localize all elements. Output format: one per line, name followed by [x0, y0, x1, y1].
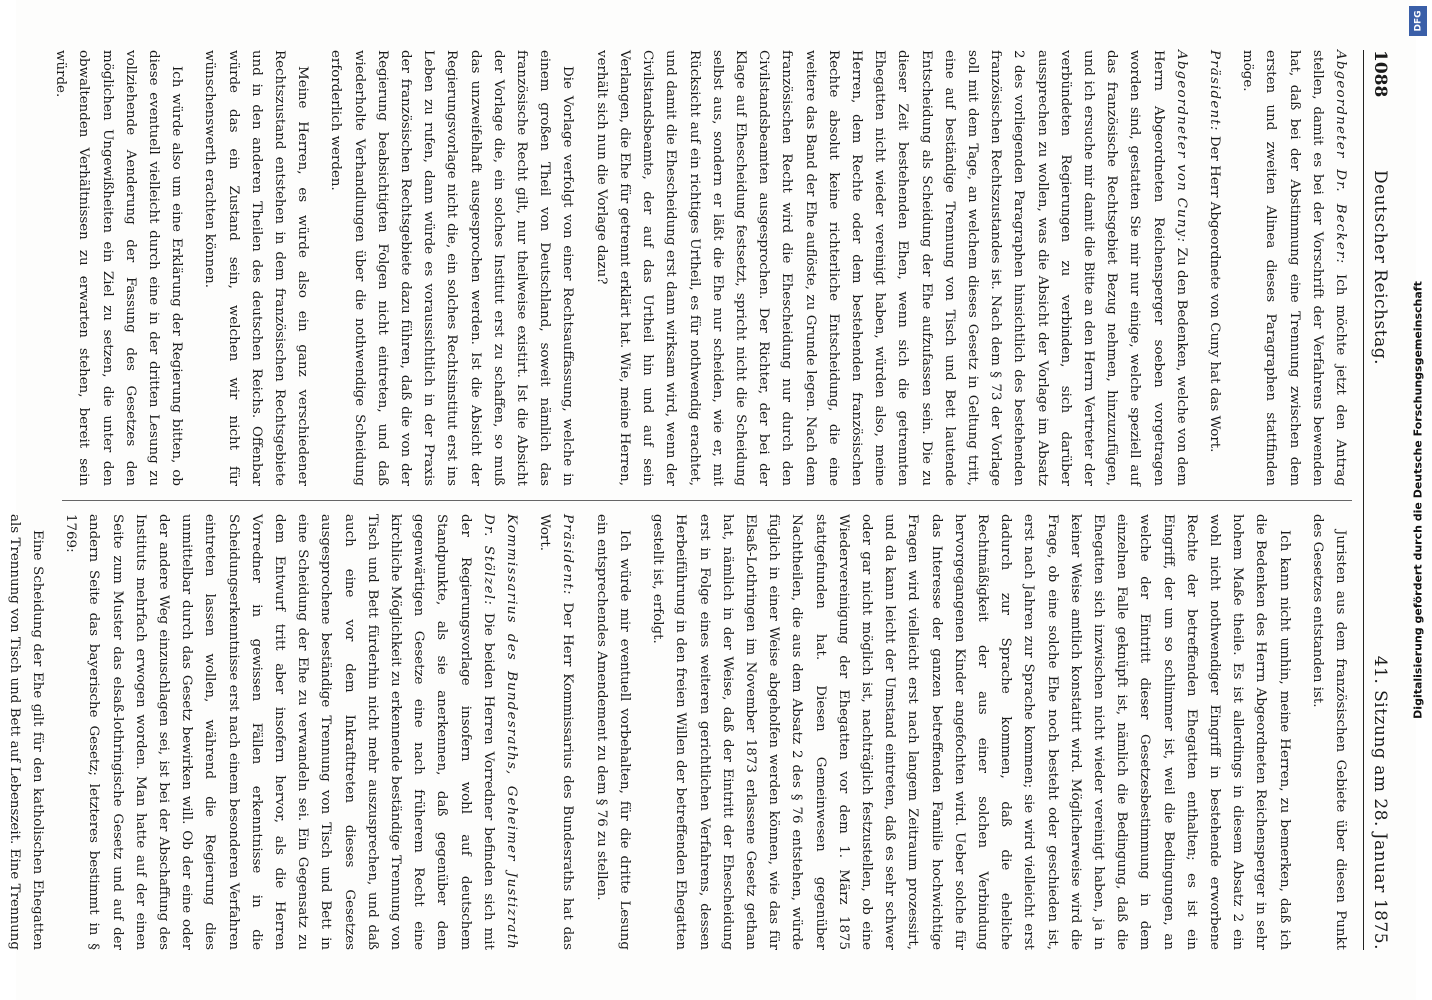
paragraph — [198, 50, 314, 486]
dfg-logo: DFG — [1409, 6, 1427, 36]
paragraph — [1236, 50, 1352, 486]
paragraph — [49, 50, 188, 486]
left-text-column — [53, 50, 1352, 486]
session-title: 41. Sitzung am 28. Januar 1875. — [1370, 655, 1390, 950]
paragraph — [324, 50, 579, 486]
paragraph — [646, 514, 1296, 950]
paragraph-text: Die beiden Herren Vorredner befinden sich mit der Regierungsvorlage insofern wohl auf deutschem Standpunkte, als sie anerkennen, daß gegenüber dem gegenwärtigen Gesetze eine nach früherem Recht eine kirchliche Möglichkeit zu erkennende beständige Trennung von Tisch und Bett fürderhin nicht mehr auszusprechen, und daß auch eine vor dem Inkrafttreten dieses Gesetzes ausgesprochene beständige Trennung von Tisch und Bett in eine Scheidung der Ehe zu verwandeln sei. Ein Gegensatz zu dem Entwurf tritt aber insofern hervor, als die Herren Vorredner in gewissen Fällen erkenntnisse in die Scheidungserkenntnisse erst nach einem besonderen Verfahren eintreten lassen wollen, während die Regierung dies unmittelbar durch das Gesetz bewirken will. Ob der eine oder der andere Weg einzuschlagen sei, ist bei der Abschaffung des Instituts mehrfach erwogen worden. Man hatte auf der einen Seite zum Muster das elsaß-lothringische Gesetz und auf der andern Seite das bayerische Gesetz; letzteres bestimmt in § 1769: — [63, 514, 496, 950]
rotated-page-scan — [6, 0, 1416, 1000]
page-header — [1363, 50, 1392, 950]
paragraph — [1306, 514, 1352, 950]
right-text-column — [6, 514, 1352, 950]
paragraph — [59, 514, 523, 950]
dfg-watermark — [1406, 6, 1430, 994]
speaker-name: Kommissarius des Bundesraths, Geheimer Justizrath Dr. Stölzel: — [480, 514, 520, 950]
paragraph-text: Juristen aus dem französischen Gebiete über diesen Punkt des Gesetzes entstanden ist. — [1309, 514, 1348, 950]
paragraph — [533, 514, 579, 950]
speaker-name: Präsident: — [560, 514, 576, 596]
paragraph — [590, 514, 636, 950]
paragraph-text: Der Herr Abgeordnete von Cuny hat das Wort. — [1206, 135, 1222, 453]
paragraph-text: Zu den Bedenken, welche von dem Herrn Abgeordneten Reichensperger soeben vorgetragen worden sind, gestatten Sie mir nur einige, welche speziell auf das französische Rechtsgebiet Bezug nehmen, hinzuzufügen, und ich ersuche mir damit die Bitte an den Herrn Vertreter der verbündeten Regierungen zu verbinden, sich darüber aussprechen zu wollen, was die Absicht der Vorlage im Absatz 2 des vorliegenden Paragraphen hinsichtlich des bestehenden französischen Rechtszustandes ist. Nach dem § 73 der Vorlage soll mit dem Tage, an welchem dieses Gesetz in Geltung tritt, eine auf beständige Trennung von Tisch und Bett lautende Entscheidung als Scheidung der Ehe aufzufassen sein. Die zu dieser Zeit bestehenden Ehen, wenn sich die getrennten Ehegatten nicht wieder vereinigt haben, würden also, meine Herren, dem Rechte oder dem bestehenden französischen Rechte absolut keine richterliche Entscheidung, die eine weitere das Band der Ehe auflöste, zu Grunde legen. Nach dem französischen Recht wird die Ehescheidung nur durch den Civilstandsbeamten ausgesprochen. Der Richter, der bei der Klage auf Ehescheidung festsetzt, spricht nicht die Scheidung selbst aus, sondern er läßt die Ehe nur scheiden, wie er, mit Rücksicht auf ein richtiges Urtheil, es für nothwendig erachtet, und damit die Ehescheidung erst dann wirksam wird, wenn der Civilstandsbeamte, der auf das Urtheil hin und auf sein Verlangen, die Ehe für getrennt erklärt hat. Wie, meine Herren, verhält sich nun die Vorlage dazu? — [593, 50, 1189, 486]
paragraph — [590, 50, 1193, 486]
paragraph — [0, 514, 49, 950]
paragraph — [1203, 50, 1226, 486]
speaker-name: Präsident: — [1206, 50, 1222, 132]
journal-title: Deutscher Reichstag. — [1370, 170, 1390, 365]
paragraph-text: Der Herr Kommissarius des Bundesraths hat das Wort. — [537, 514, 576, 950]
paragraph-text: Ich kann nicht umhin, meine Herren, zu bemerken, daß ich die Bedenken des Herrn Abgeordneten Reichensperger in sehr hohem Maße theile. Es ist allerdings in diesem Absatz 2 ein wohl nicht nothwendiger Eingriff in bestehende erworbene Rechte der betreffenden Ehegatten enthalten; es ist ein Eingriff, der um so schlimmer ist, weil die Bedingungen, an welche der Eintritt dieser Gesetzesbestimmung in dem einzelnen Falle geknüpft ist, nämlich die Bedingung, daß die Ehegatten sich inzwischen nicht wieder vereinigt haben, ja in keiner Weise amtlich konstatirt wird. Möglicherweise wird die Frage, ob eine solche Ehe noch besteht oder geschieden ist, erst nach Jahren zur Sprache kommen; sie wird vielleicht erst dadurch zur Sprache kommen, daß die eheliche Rechtmäßigkeit der aus einer solchen Verbindung hervorgegangenen Kinder angefochten wird. Ueber solche für das Interesse der ganzen betreffenden Familie hochwichtige Fragen wird vielleicht erst nach langem Zeitraum prozessirt, und da kann leicht der Umstand eintreten, daß es sehr schwer oder gar nicht möglich ist, nachträglich festzustellen, ob eine Wiedervereinigung der Ehegatten vor dem 1. März 1875 stattgefunden hat. Diesen Gemeinwesen gegenüber Nachtheilen, die aus dem Absatz 2 des § 76 entstehen, würde füglich in einer Weise abgeholfen werden können, wie das für Elsaß-Lothringen im November 1873 erlassene Gesetz gethan hat, nämlich in der Weise, daß der Eintritt der Ehescheidung erst in Folge eines weiteren gerichtlichen Verfahrens, dessen Herbeiführung in den freien Willen der betreffenden Ehegatten gestellt ist, erfolgt. — [650, 514, 1292, 950]
paragraph-text: Eine Scheidung der Ehe gilt für den katholischen Ehegatten als Trennung von Tisch und Bett auf Lebenszeit. Eine Trennung — [6, 514, 46, 950]
paragraph-text: Die Vorlage verfolgt von einer Rechtsauffassung, welche in einem großen Theil von Deutschland, soweit nämlich das französische Recht gilt, nur theilweise existirt. Ist die Absicht der Vorlage die, ein solches Institut erst zu schaffen, so muß das unzweifelhaft ausgesprochen werden. Ist die Absicht der Regierungsvorlage nicht die, ein solches Rechtsinstitut erst ins Leben zu rufen, dann würde es voraussichtlich in der Praxis der französischen Rechtsgebiete dazu führen, daß die von der Regierung beabsichtigten Folgen nicht eintreten, und daß wiederholte Verhandlungen über die nothwendige Scheidung erforderlich werden. — [328, 50, 576, 486]
speaker-name: Abgeordneter Dr. Becker: — [1333, 50, 1348, 265]
paragraph-text: Ich würde also um eine Erklärung der Regierung bitten, ob diese eventuell vielleicht durch eine in der dritten Lesung zu vollziehende Aenderung der Fassung des Gesetzes den möglichen Ungewißheiten ein Ziel zu setzen, die unter den obwaltenden Verhältnissen zu erwarten stehen, bereit sein würde. — [53, 50, 185, 486]
paragraph-text: Ich würde mir eventuell vorbehalten, für die dritte Lesung ein entsprechendes Amendement zu dem § 76 zu stellen. — [593, 514, 632, 950]
page-number: 1088 — [1370, 50, 1390, 98]
column-divider — [62, 500, 1352, 501]
digitization-credit: Digitalisierung gefördert durch die Deutsche Forschungsgemeinschaft — [1411, 281, 1425, 719]
paragraph-text: Ich möchte jetzt den Antrag stellen, damit es bei der Vorschrift der Verfahrens bewenden hat, daß bei der Abstimmung eine Trennung zwischen dem ersten und zweiten Alinea dieses Paragraphen stattfinden möge. — [1240, 50, 1348, 486]
paragraph-text: Meine Herren, es würde also ein ganz verschiedener Rechtszustand entstehen in dem französischen Rechtsgebiete und in den anderen Theilen des deutschen Reichs. Offenbar würde das ein Zustand sein, welchen wir nicht für wünschenswerth erachten können. — [202, 50, 311, 486]
speaker-name: Abgeordneter von Cuny: — [1173, 50, 1189, 244]
